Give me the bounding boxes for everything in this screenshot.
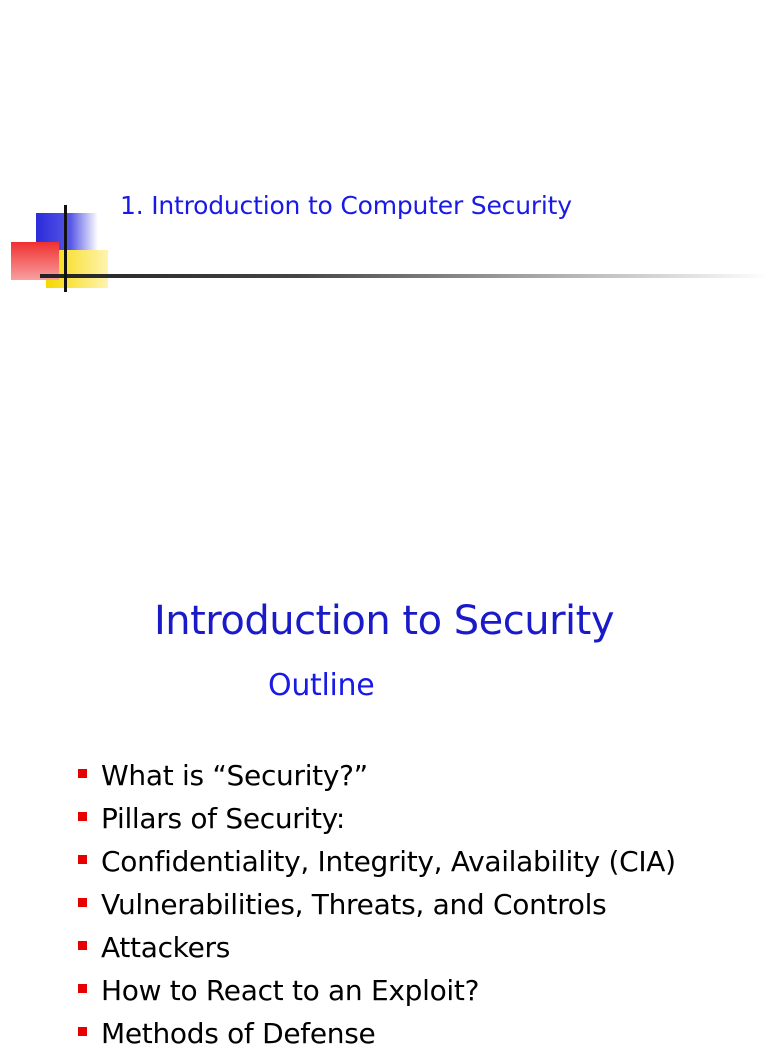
- deco-vertical-line: [64, 205, 67, 292]
- square-bullet-icon: [78, 984, 87, 993]
- square-bullet-icon: [78, 898, 87, 907]
- bullet-text: Pillars of Security:: [101, 802, 346, 835]
- square-bullet-icon: [78, 855, 87, 864]
- deco-horizontal-rule: [40, 274, 768, 278]
- bullet-text: Methods of Defense: [101, 1017, 376, 1050]
- square-bullet-icon: [78, 941, 87, 950]
- square-bullet-icon: [78, 1027, 87, 1036]
- square-bullet-icon: [78, 812, 87, 821]
- outline-subtitle: Outline: [268, 668, 375, 703]
- bullet-text: Attackers: [101, 931, 231, 964]
- bullet-text: What is “Security?”: [101, 759, 368, 792]
- square-bullet-icon: [78, 769, 87, 778]
- decorative-squares-graphic: [0, 0, 768, 300]
- bullet-text: Vulnerabilities, Threats, and Controls: [101, 888, 607, 921]
- page-title: Introduction to Security: [153, 598, 615, 644]
- bullet-text: Confidentiality, Integrity, Availability (CIA): [101, 845, 676, 878]
- bullet-text: How to React to an Exploit?: [101, 974, 480, 1007]
- slide-header-title: 1. Introduction to Computer Security: [120, 191, 572, 220]
